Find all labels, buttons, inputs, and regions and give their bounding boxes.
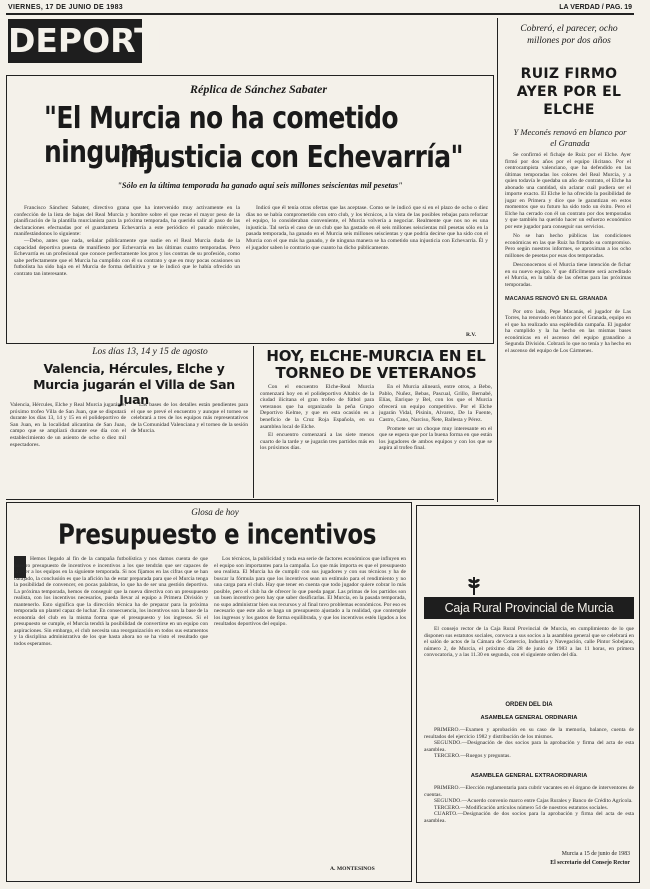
story4-body-p1: Con el encuentro Elche-Real Murcia comenzará hoy en el polideportivo Altabix de la ciudad ilicitana el gran trofeo de fútbol para veteranos que ha organizado la peña Grupo Deportivo Kelme, y que en esta ocasión es a beneficio de la Cruz Roja Española, en su asamblea local de Elche. — [260, 384, 374, 430]
sidebar-kicker: Cobreró, el parecer, ocho millones por dos años — [520, 24, 618, 46]
sidebar-body-p4: Por otro lado, Pepe Macanás, el jugador de Las Torres, ha renovado en blanco por el Granada, equipo en el que ha realizado una espléndida campaña. El jugador ha cumplido y la ha hecho en las mismas bases económicas en el ascenso del equipo granadino a Segunda División. Cobrará lo que no tenía y ha hecho en el ascenso del equipo de Los Cármenes. — [505, 308, 631, 354]
ad-ordinary-title: ASAMBLEA GENERAL ORDINARIA — [480, 715, 578, 721]
ad-ordinary-item: SEGUNDO.—Designación de dos socios para la aprobación y firma del acta de esta asamblea. — [424, 740, 634, 753]
story-divider — [253, 346, 254, 498]
story3-kicker: Los días 13, 14 y 15 de agosto — [92, 347, 208, 357]
page-date: VIERNES, 17 DE JUNIO DE 1983 — [8, 4, 123, 11]
ad-closing-signature: El secretario del Consejo Rector — [550, 860, 630, 866]
story4-col1 — [260, 384, 374, 498]
sidebar-divider — [497, 18, 498, 502]
ad-extra-list — [424, 785, 634, 845]
ad-order-title: ORDEN DEL DIA — [505, 702, 553, 708]
story4-col2 — [379, 384, 492, 498]
sidebar-subkicker: MACANAS RENOVÓ EN EL GRANADA — [505, 296, 608, 302]
ad-intro — [424, 626, 634, 698]
section-title: DEPORTES — [8, 19, 142, 63]
column-col2 — [214, 556, 406, 862]
sidebar-subhead: Y Meconés renovó en blanco por el Granada — [513, 127, 627, 148]
column-signature: A. MONTESINOS — [330, 866, 375, 872]
column-kicker: Glosa de hoy — [191, 507, 239, 517]
sidebar-headline: RUIZ FIRMO AYER POR EL ELCHE — [516, 66, 622, 118]
ad-ordinary-list — [424, 727, 634, 767]
main-body-p1: Francisco Sánchez Sabater, directivo grana que ha intervenido muy activamente en la confección de la lista de bajas del Real Murcia y hombre sobre el que recae el mayor peso de la planificación de la plantilla murcianista para la próxima temporada, ha querido salir al paso de las declaraciones efectuadas por el guardameta Echevarría a este periódico el pasado miércoles, manifestándonos lo siguiente: — [14, 205, 240, 238]
main-subhead: "Sólo en la última temporada ha ganado aquí seis millones seiscientas mil pesetas" — [117, 181, 403, 190]
sidebar-body — [505, 152, 631, 504]
story4-body-p3: En el Murcia alineará, entre otros, a Bebo, Pablo, Nuñez, Bebas, Pascual, Grillo, Bernabé, Elías, Enrique y Bel, con los que el Murcia ofrecerá un equipo competitivo. Por el Elche jugarán Vidal, Pisinin, Alvarez, De la Fuente, Castro, Cano, Narciso, Ñete, Ballesta y Pérez. — [379, 384, 492, 423]
ad-extra-item: PRIMERO.—Elección reglamentaria para cubrir vacantes en el órgano de interventores de cuentas. — [424, 785, 634, 798]
sidebar-body-p1: Se confirmó el fichaje de Ruiz por el Elche. Ayer firmó por dos años por el equipo ilicitano. Por el centrocampista valenciano, que ha defendido en las últimas temporadas los colores del Real Murcia, y a quien todavía le quedaba un año de contrato, el Elche ha abonado una cantidad, sin aclarar cuál pudiera ser el importe exacto. El Elche le ha ofrecido la posibilidad de jugar en Primera y dice que le garantizan en estos momentos que su futuro ha sido todo un éxito. Pero el Elche ha cerrado con él un contrato por dos temporadas y que también ha querido hacer un esfuerzo económico por este jugador para conseguir sus servicios. — [505, 152, 631, 230]
ad-extra-item: SEGUNDO.—Acuerdo convenio marco entre Cajas Rurales y Banco de Crédito Agrícola. — [434, 798, 633, 804]
page-number: LA VERDAD / PAG. 19 — [559, 4, 632, 11]
column-headline: Presupuesto e incentivos — [57, 520, 377, 551]
sidebar-body-p3: Desconocemos si el Murcia tiene intención de fichar en su nuevo equipo. Y que difícilmente será acreditado el Murcia, en la tabla de las ofertas para las próximas temporadas. — [505, 262, 631, 288]
story3-col2 — [131, 402, 248, 496]
middle-rule — [6, 499, 494, 500]
main-headline-1: "El Murcia no ha cometido ninguna — [44, 99, 398, 170]
story4-body-p2: El encuentro comenzará a las siete menos cuarto de la tarde y se jugarán tres partidos más en los próximos días. — [260, 432, 374, 452]
main-body-p2: —Debo, antes que nada, señalar públicamente que nadie en el Real Murcia duda de la capacidad deportiva puesta de manifiesto por Echevarría en las últimas cuatro temporadas. Pero Echevarría es un profesional que conoce perfectamente los pros y los contras de su profesión, como sabe perfectamente que el Murcia ha cumplido con él su contrato y que en muy pocas ocasiones un futbolista ha sido baja en el Murcia de forma definitiva y se le indicó que le había ofrecido un contrato tan interesante. — [14, 237, 240, 277]
ad-extra-title: ASAMBLEA GENERAL EXTRAORDINARIA — [470, 773, 588, 779]
ad-extra-item: CUARTO.—Designación de dos socios para la aprobación y firma del acta de esta asamblea. — [424, 811, 634, 824]
ad-ordinary-item: PRIMERO.—Examen y aprobación en su caso de la memoria, balance, cuenta de resultados del ejercicio 1982 y distribución de los mismos. — [424, 727, 634, 740]
main-headline-2: injusticia con Echevarría" — [120, 138, 463, 175]
ad-ordinary-item: TERCERO.—Ruegos y preguntas. — [434, 753, 511, 759]
column-body-p2: Los técnicos, la publicidad y toda esa serie de factores económicos que influyen en el equipo son importantes para la campaña. Lo que más importa es que el presupuesto sea realista. El Murcia ha de cumplir con sus jugadores y con sus técnicos y ha de buscar la fórmula para que los incentivos sean un estímulo para el rendimiento y no una carga para el club. Hay que tener en cuenta que todo jugador quiere cobrar lo más posible, pero el club ha de ofrecer lo que pueda pagar. Las primas de los partidos son un buen incentivo pero hay que saber dosificarlas. El Murcia, en la pasada temporada, no supo administrar bien sus recursos y al final tuvo problemas económicos. Por eso es necesario que este año se haga un presupuesto ajustado a la realidad, que contemple los ingresos y los gastos de forma equilibrada, y que los incentivos estén ligados a los resultados deportivos del equipo. — [214, 556, 406, 627]
column-col1 — [14, 556, 208, 876]
ad-extra-item: TERCERO.—Modificación artículos número 54 de nuestros estatutos sociales. — [434, 804, 608, 811]
story3-col1 — [10, 402, 126, 496]
main-body-col1 — [14, 205, 240, 337]
story4-headline: HOY, ELCHE-MURCIA EN EL TORNEO DE VETERANOS — [266, 347, 486, 382]
main-body-col2 — [246, 205, 488, 330]
column-body-p1: Hemos llegado al fin de la campaña futbolística y nos damos cuenta de que nuestro presupuesto de incentivos e incentivos a los que tendrán que ser capaces de ofrecer a los equipos en la siguiente temporada. Si nos fijamos en las cifras que se han barajado, la conclusión es que la afición ha de estar preparada para que el Murcia tenga la posibilidad de convencer, en pocas palabras, lo que ha de ser una gestión deportiva. La próxima temporada, hemos de conseguir que la nueva directiva con un presupuesto realista, con los incentivos necesarios, pueda llevar al equipo a Primera División y mantenerlo. Esto significa que la dirección técnica ha de preparar para la próxima temporada un plantel capaz de luchar. En consecuencia, los incentivos son la base de la economía del club en la misma forma que el presupuesto y los ingresos. Si el presupuesto se cumple, el Murcia tendrá la posibilidad de convertirse en un equipo con aspiraciones. Sin embargo, el club necesita una reorganización en todos sus estamentos y la disciplina administrativa de los que hasta ahora no se ha visto el resultado que todos esperamos. — [14, 556, 208, 647]
ad-body: El consejo rector de la Caja Rural Provincial de Murcia, en cumplimiento de lo que disponen sus estatutos sociales, convoca a sus socios a la asamblea general que se celebrará en el salón de actos de la Cámara de Comercio, Industria y Navegación, calle Pintor Sobejano, número 2, de Murcia, el próximo día 28 de junio de 1983 a las 11 horas, en primera convocatoria, y a las 11.30 en segunda, con el siguiente orden del día. — [424, 626, 634, 658]
ad-closing-date: Murcia a 15 de junio de 1983 — [561, 851, 630, 857]
main-signature: R.V. — [466, 332, 476, 338]
wheat-icon — [466, 577, 482, 595]
ad-brand: Caja Rural Provincial de Murcia — [424, 597, 634, 619]
story3-headline: Valencia, Hércules, Elche y Murcia jugarán el Villa de San Juan — [33, 361, 235, 407]
main-body-p3: Indicó que él tenía otras ofertas que las aceptase. Como se le indicó que si en el plazo de ocho o diez días no se había comprometido con otro club, y los técnicos, a la vista de las posibles rebajas para reforzar el equipo, lo consideraban conveniente, el Murcia volvería a negociar. Realmente que nos no es una injusticia. Tal sería el caso de un club que ha gastado en él seis millones seiscientas mil pesetas sólo en la pasada temporada, ha ganado en el Murcia seis millones seiscientas y que podría decirse que ha sido con el Murcia con el que más ha ganado, y de ninguna manera se ha cometido una injusticia con Echevarría. Él y el jugador saben lo contrario que cuanto ha dicho públicamente. — [246, 205, 488, 251]
story4-body-p4: Promete ser un choque muy interesante en el que se espera que por la buena forma en que están los jugadores de ambos equipos y con los que se aspira al trofeo final. — [379, 425, 492, 452]
main-kicker: Réplica de Sánchez Sabater — [190, 82, 327, 96]
story3-body-p2: Las bases de los detalles están pendientes para el que se prevé el encuentro y aunque el torneo se celebrará a tres de los equipos más representativos de la Comunidad Valenciana y el torneo de la sesión de Murcia. — [131, 402, 248, 435]
header-rule — [6, 13, 634, 15]
story3-body-p1: Valencia, Hércules, Elche y Real Murcia jugarán el próximo trofeo Villa de San Juan, que se disputará durante los días 13, 14 y 15 en el polideportivo de San Juan, en la localidad alicantina de San Juan, campo que se ampliará durante ese día con el establecimiento de un asiento de ocho o diez mil espectadores. — [10, 402, 126, 448]
sidebar-body-p2: No se han hecho públicas las condiciones económicas en las que Ruiz ha firmado su compromiso. Pero según nuestros informes, se aproximan a los ocho millones de pesetas por esas dos temporadas. — [505, 233, 631, 259]
ad-logo-icon — [466, 577, 482, 595]
